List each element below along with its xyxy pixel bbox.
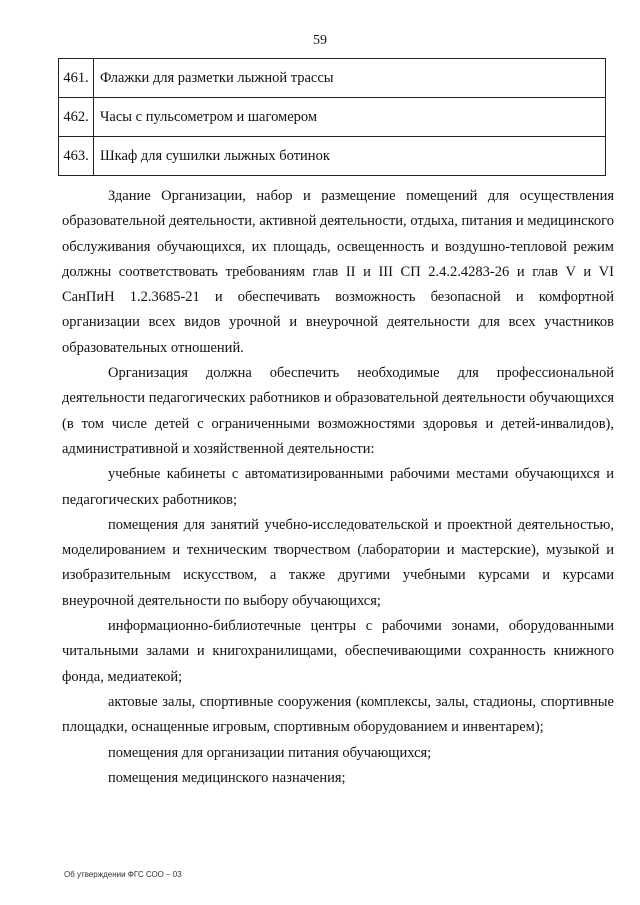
page-number: 59 bbox=[313, 33, 327, 48]
list-item: учебные кабинеты с автоматизированными рабочими местами обучающихся и педагогических работников; bbox=[62, 466, 614, 508]
row-number: 462. bbox=[59, 98, 94, 137]
table-row bbox=[59, 137, 606, 176]
list-item: помещения для организации питания обучающихся; bbox=[108, 744, 432, 761]
list-item: помещения для занятий учебно-исследовательской и проектной деятельностью, моделированием и техническим творчеством (лаборатории и мастерские), музыкой и изобразительным искусством, а также другими учебными курсами и курсами внеурочной деятельности по выбору обучающихся; bbox=[62, 516, 614, 609]
list-item: актовые залы, спортивные сооружения (комплексы, залы, стадионы, спортивные площадки, оснащенные игровым, спортивным оборудованием и инвентарем); bbox=[62, 693, 614, 736]
row-number: 463. bbox=[59, 137, 94, 176]
equipment-table bbox=[58, 58, 606, 176]
paragraph: Здание Организации, набор и размещение помещений для осуществления образовательной деятельности, активной деятельности, отдыха, питания и медицинского обслуживания обучающихся, их площадь, освещенность и воздушно-тепловой режим должны соответствовать требованиям глав II и III СП 2.4.2.4283-26 и глав V и VI СанПиН 1.2.3685-21 и обеспечивать возможность безопасной и комфортной организации всех видов урочной и внеурочной деятельности для всех участников образовательных отношений. bbox=[62, 188, 614, 356]
footer-note: Об утверждении ФГС СОО – 03 bbox=[64, 870, 182, 879]
list-item: информационно-библиотечные центры с рабочими зонами, оборудованными читальными залами и книгохранилищами, обеспечивающими сохранность книжного фонда, медиатекой; bbox=[62, 618, 614, 685]
row-text: Часы с пульсометром и шагомером bbox=[94, 98, 606, 137]
table-row bbox=[59, 98, 606, 137]
table-row bbox=[59, 59, 606, 98]
paragraph: Организация должна обеспечить необходимые для профессиональной деятельности педагогических работников и образовательной деятельности обучающихся (в том числе детей с ограниченными возможностями здоровья и детей-инвалидов), административной и хозяйственной деятельности: bbox=[62, 365, 614, 457]
list-item: помещения медицинского назначения; bbox=[108, 769, 346, 786]
row-number: 461. bbox=[59, 59, 94, 98]
row-text: Флажки для разметки лыжной трассы bbox=[94, 59, 606, 98]
row-text: Шкаф для сушилки лыжных ботинок bbox=[94, 137, 606, 176]
document-body bbox=[62, 184, 614, 791]
